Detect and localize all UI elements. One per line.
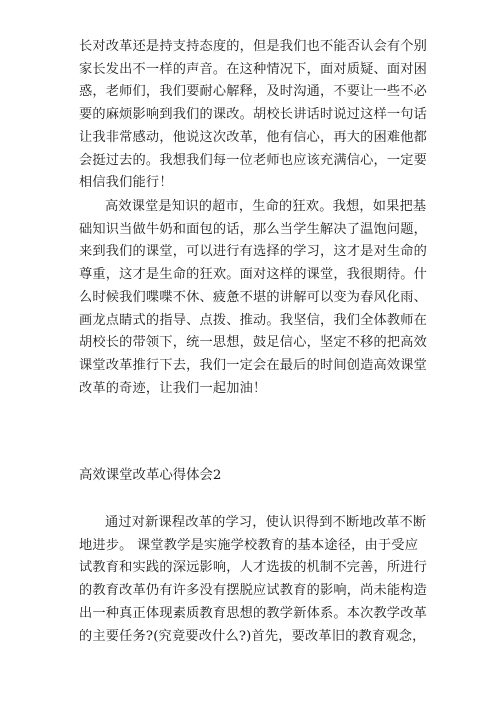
text-line: 么时候我们喋喋不休、疲惫不堪的讲解可以变为春风化雨、 (79, 289, 428, 305)
text-line: 的教育改革仍有许多没有摆脱应试教育的影响，尚未能构造 (79, 583, 428, 599)
text-line: 通过对新课程改革的学习，使认识得到不断地改革不断 (105, 515, 427, 530)
text-line: 要的麻烦影响到我们的课改。胡校长讲话时说过这样一句话 (79, 107, 428, 123)
text-line: 画龙点睛式的指导、点拨、推动。我坚信，我们全体教师在 (79, 312, 428, 328)
text-line: 会挺过去的。我想我们每一位老师也应该充满信心，一定要 (79, 152, 428, 168)
text-line: 地进步。 课堂教学是实施学校教育的基本途径，由于受应 (79, 537, 419, 553)
section-heading: 高效课堂改革心得体会2 (79, 468, 222, 483)
text-line: 试教育和实践的深远影响，人才选拔的机制不完善，所进行 (79, 560, 428, 576)
text-line: 课堂改革推行下去，我们一定会在最后的时间创造高效课堂 (79, 357, 428, 373)
paragraph-2 (79, 196, 459, 400)
text-line: 相信我们能行！ (79, 175, 173, 191)
paragraph-1 (79, 36, 459, 195)
text-line: 惑，老师们，我们要耐心解释，及时沟通，不要让一些不必 (79, 84, 428, 100)
text-line: 胡校长的带领下，统一思想，鼓足信心，坚定不移的把高效 (79, 335, 428, 351)
text-line: 础知识当做牛奶和面包的话，那么当学生解决了温饱问题， (79, 221, 428, 237)
text-line: 尊重，这才是生命的狂欢。面对这样的课堂，我很期待。什 (79, 267, 428, 283)
paragraph-3 (79, 512, 459, 648)
text-line: 让我非常感动，他说这次改革，他有信心，再大的困难他都 (79, 129, 428, 145)
text-line: 来到我们的课堂，可以进行有选择的学习，这才是对生命的 (79, 244, 428, 260)
text-line: 长对改革还是持支持态度的，但是我们也不能否认会有个别 (79, 39, 428, 54)
text-line: 改革的奇迹，让我们一起加油！ (79, 380, 267, 396)
text-line: 高效课堂是知识的超市，生命的狂欢。我想，如果把基 (105, 199, 427, 214)
text-line: 出一种真正体现素质教育思想的教学新体系。本次教学改革 (79, 605, 428, 621)
text-line: 家长发出不一样的声音。在这种情况下，面对质疑、面对困 (79, 61, 428, 77)
text-line: 的主要任务?(究竟要改什么?)首先，要改革旧的教育观念， (79, 628, 426, 644)
